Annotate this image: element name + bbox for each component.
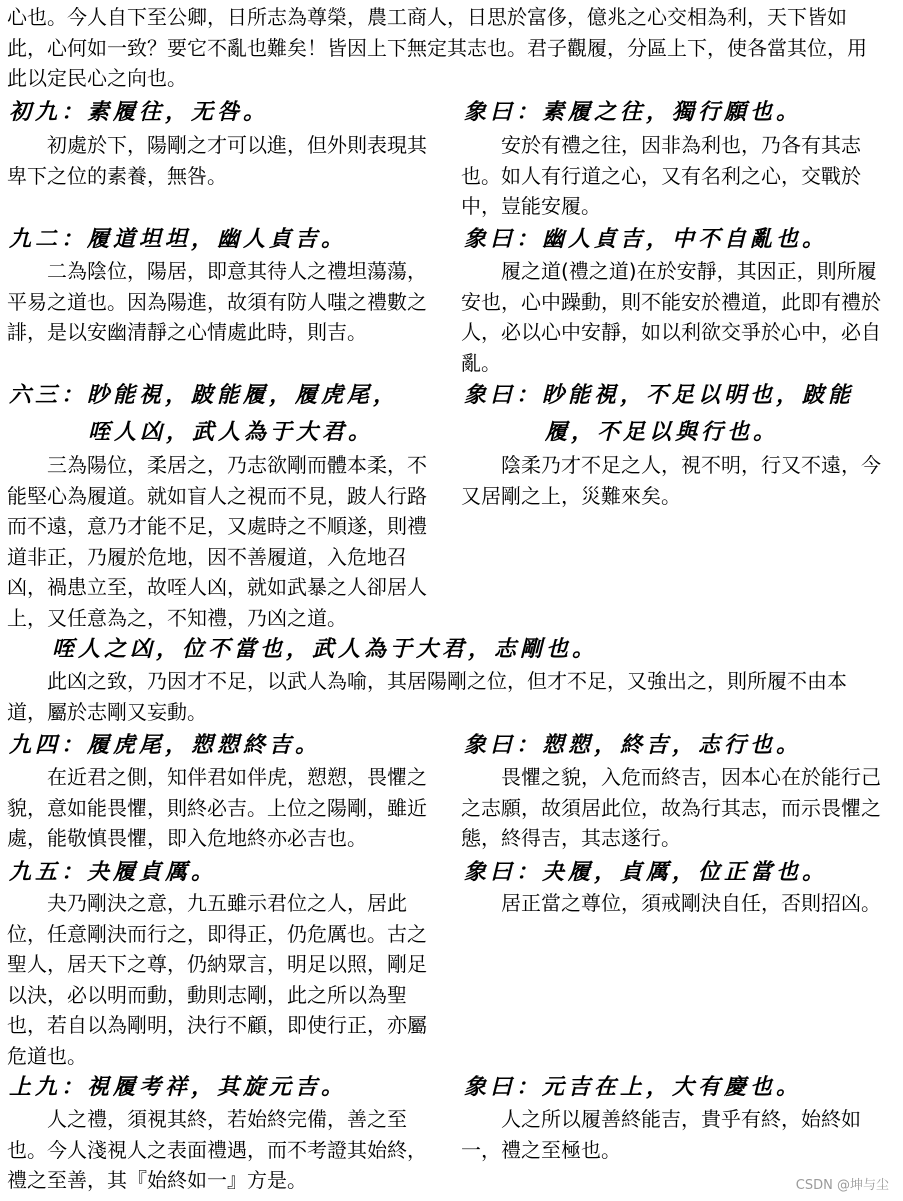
line-5-heading: 九五：夬履貞厲。: [9, 859, 218, 885]
intro-paragraph: 心也。今人自下至公卿，日所志為尊榮，農工商人，日思於富侈，億兆之心交相為利，天下皆如此，心何如一致？要它不亂也難矣！皆因上下無定其志也。君子觀履，分區上下，使各當其位，用此以定民心之向也。: [7, 5, 867, 90]
line-6-commentary: 人之禮，須視其終，若始終完備，善之至也。今人淺視人之表面禮遇，而不考證其始終，禮之至善，其『始終如一』方是。: [7, 1107, 427, 1192]
line-2-xiang-heading: 象曰：幽人貞吉，中不自亂也。: [464, 226, 829, 252]
line-1-heading: 初九：素履往，无咎。: [9, 99, 270, 125]
line-4-xiang-commentary: 畏懼之貌，入危而終吉，因本心在於能行己之志願，故須居此位，故為行其志，而示畏懼之態，終得吉，其志遂行。: [461, 765, 881, 850]
line-3-xiang-heading-a: 象曰：眇能視，不足以明也，跛能: [464, 382, 855, 408]
line-5-xiang-commentary: 居正當之尊位，須戒剛決自任，否則招凶。: [501, 891, 881, 915]
line-6-heading: 上九：視履考祥，其旋元吉。: [9, 1074, 348, 1100]
line-3-heading-a: 六三：眇能視，跛能履，履虎尾，: [9, 382, 400, 408]
line-2-heading: 九二：履道坦坦，幽人貞吉。: [9, 226, 348, 252]
line-2-commentary: 二為陰位，陽居，即意其待人之禮坦蕩蕩，平易之道也。因為陽進，故須有防人嗤之禮數之誹，是以安幽清靜之心情處此時，則吉。: [7, 259, 427, 344]
line-3-xiang-heading-full: 咥人之凶，位不當也，武人為于大君，志剛也。: [52, 636, 599, 662]
line-3-xiang-commentary: 陰柔乃才不足之人，視不明，行又不遠，今又居剛之上，災難來矣。: [461, 453, 881, 508]
line-3-heading-b: 咥人凶，武人為于大君。: [88, 419, 375, 445]
line-5-xiang-heading: 象曰：夬履，貞厲，位正當也。: [464, 859, 829, 885]
line-6-xiang-heading: 象曰：元吉在上，大有慶也。: [464, 1074, 803, 1100]
watermark: CSDN @坤与尘: [795, 1178, 889, 1193]
line-3-commentary: 三為陽位，柔居之，乃志欲剛而體本柔，不能堅心為履道。就如盲人之視而不見，跛人行路而不遠，意乃才能不足，又處時之不順遂，則禮道非正，乃履於危地，因不善履道，入危地召凶，禍患立至，故咥人凶，就如武暴之人卻居人上，又任意為之，不知禮，乃凶之道。: [7, 453, 427, 630]
line-3-xiang-commentary-full: 此凶之致，乃因才不足，以武人為喻，其居陽剛之位，但才不足，又強出之，則所履不由本道，屬於志剛又妄動。: [7, 669, 847, 724]
line-4-commentary: 在近君之側，知伴君如伴虎，愬愬，畏懼之貌，意如能畏懼，則終必吉。上位之陽剛，雖近處，能敬慎畏懼，即入危地終亦必吉也。: [7, 765, 427, 850]
line-1-xiang-commentary: 安於有禮之往，因非為利也，乃各有其志也。如人有行道之心，又有名利之心，交戰於中，豈能安履。: [461, 133, 861, 218]
line-5-commentary: 夬乃剛決之意，九五雖示君位之人，居此位，任意剛決而行之，即得正，仍危厲也。古之聖人，居天下之尊，仍納眾言，明足以照，剛足以決，必以明而動，動則志剛，此之所以為聖也，若自以為剛明，決行不顧，即使行正，亦屬危道也。: [7, 891, 427, 1068]
line-4-xiang-heading: 象曰：愬愬，終吉，志行也。: [464, 732, 803, 758]
line-1-commentary: 初處於下，陽剛之才可以進，但外則表現其卑下之位的素養，無咎。: [7, 133, 427, 188]
line-6-xiang-commentary: 人之所以履善終能吉，貴乎有終，始終如一，禮之至極也。: [461, 1107, 861, 1162]
line-1-xiang-heading: 象曰：素履之往，獨行願也。: [464, 99, 803, 125]
line-3-xiang-heading-b: 履，不足以與行也。: [545, 419, 780, 445]
line-4-heading: 九四：履虎尾，愬愬終吉。: [9, 732, 322, 758]
line-2-xiang-commentary: 履之道(禮之道)在於安靜，其因正，則所履安也，心中躁動，則不能安於禮道，此即有禮於人，必以心中安靜，如以利欲交爭於心中，必自亂。: [461, 259, 881, 375]
